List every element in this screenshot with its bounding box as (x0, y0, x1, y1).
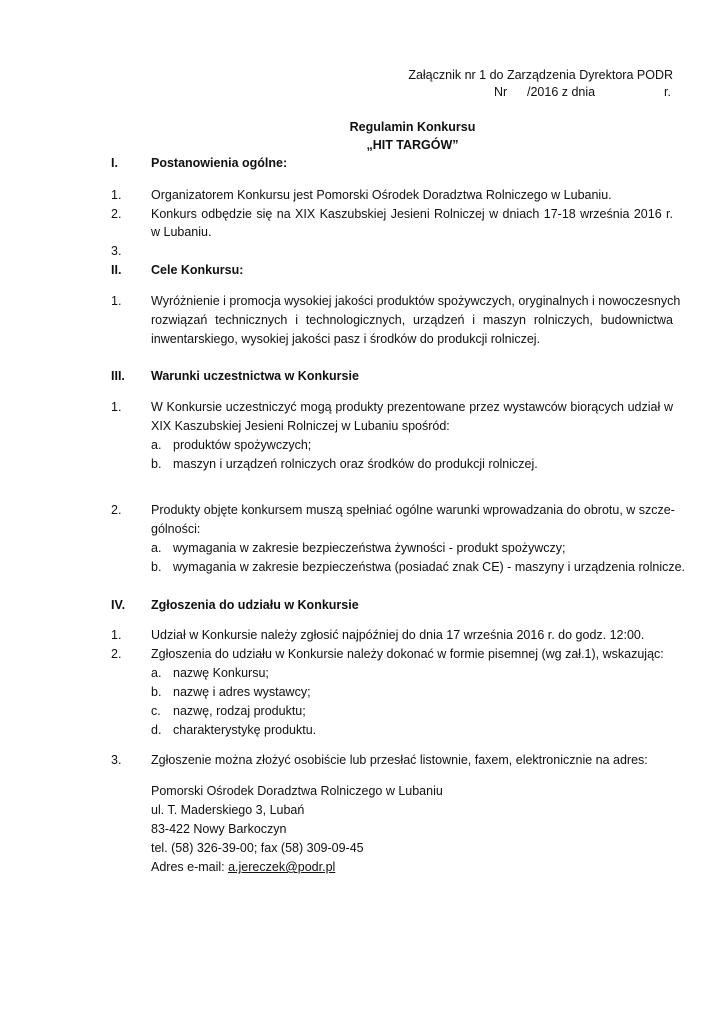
s1-item-1-number: 1. (111, 188, 122, 202)
address-phone-fax: tel. (58) 326-39-00; fax (58) 309-09-45 (151, 841, 364, 855)
s3-item-2-sub-b-text: wymagania w zakresie bezpieczeństwa (posiadać znak CE) - maszyny i urządzenia rolnicze. (173, 560, 686, 574)
s3-item-1-sub-a-letter: a. (151, 438, 162, 452)
section-2-heading: Cele Konkursu: (151, 263, 244, 277)
s3-item-1-line1: W Konkursie uczestniczyć mogą produkty prezentowane przez wystawców biorących udział w (151, 400, 673, 414)
s2-item-1-line2: rozwiązań technicznych i technologicznych, urządzeń i maszyn rolniczych, budownictwa (151, 313, 673, 327)
s2-item-1-number: 1. (111, 294, 122, 308)
s3-item-1-number: 1. (111, 400, 122, 414)
section-1-heading: Postanowienia ogólne: (151, 156, 288, 170)
s3-item-2-number: 2. (111, 503, 122, 517)
s3-item-2-sub-b-letter: b. (151, 560, 162, 574)
address-email-row (151, 859, 335, 875)
s4-item-2-sub-b-letter: b. (151, 685, 162, 699)
email-label: Adres e-mail: (151, 860, 229, 874)
s4-item-1-number: 1. (111, 628, 122, 642)
email-link[interactable]: a.jereczek@podr.pl (228, 860, 336, 874)
section-3-number: III. (111, 369, 125, 383)
s3-item-1-sub-b-letter: b. (151, 457, 162, 471)
s3-item-2-line2: gólności: (151, 522, 201, 536)
section-3-heading: Warunki uczestnictwa w Konkursie (151, 369, 359, 383)
section-2-number: II. (111, 263, 122, 277)
s4-item-2-sub-b-text: nazwę i adres wystawcy; (173, 685, 311, 699)
s3-item-2-line1: Produkty objęte konkursem muszą spełniać ogólne warunki wprowadzania do obrotu, w szcze- (151, 503, 675, 517)
s1-item-1-text: Organizatorem Konkursu jest Pomorski Ośrodek Doradztwa Rolniczego w Lubaniu. (151, 188, 612, 202)
s1-item-2-text-line2: w Lubaniu. (151, 225, 212, 239)
section-1-number: I. (111, 156, 118, 170)
s4-item-2-sub-d-letter: d. (151, 723, 162, 737)
s4-item-2-sub-a-text: nazwę Konkursu; (173, 666, 269, 680)
s2-item-1-line3: inwentarskiego, wysokiej jakości pasz i środków do produkcji rolniczej. (151, 332, 541, 346)
s2-item-1-line1: Wyróżnienie i promocja wysokiej jakości produktów spożywczych, oryginalnych i nowoczesnych (151, 294, 681, 308)
address-street: ul. T. Maderskiego 3, Lubań (151, 803, 305, 817)
s4-item-2-sub-c-text: nazwę, rodzaj produktu; (173, 704, 306, 718)
document-title: Regulamin Konkursu (349, 120, 476, 134)
attachment-note: Załącznik nr 1 do Zarządzenia Dyrektora PODR (408, 68, 673, 82)
s3-item-1-line2: XIX Kaszubskiej Jesieni Rolniczej w Lubaniu spośród: (151, 419, 450, 433)
s1-item-3-number: 3. (111, 244, 122, 258)
s4-item-3-text: Zgłoszenie można złożyć osobiście lub przesłać listownie, faxem, elektronicznie na adres: (151, 753, 648, 767)
section-4-heading: Zgłoszenia do udziału w Konkursie (151, 598, 359, 612)
s3-item-2-sub-a-letter: a. (151, 541, 162, 555)
section-4-number: IV. (111, 598, 126, 612)
s4-item-2-sub-a-letter: a. (151, 666, 162, 680)
s4-item-2-sub-d-text: charakterystykę produktu. (173, 723, 317, 737)
s4-item-2-text: Zgłoszenia do udziału w Konkursie należy dokonać w formie pisemnej (wg zał.1), wskazując: (151, 647, 664, 661)
s3-item-1-sub-b-text: maszyn i urządzeń rolniczych oraz środków do produkcji rolniczej. (173, 457, 538, 471)
s4-item-2-number: 2. (111, 647, 122, 661)
s4-item-3-number: 3. (111, 753, 122, 767)
address-postal: 83-422 Nowy Barkoczyn (151, 822, 287, 836)
s1-item-2-text-line1: Konkurs odbędzie się na XIX Kaszubskiej Jesieni Rolniczej w dniach 17-18 września 2016 r. (151, 207, 673, 221)
attachment-nr-label: Nr (494, 85, 508, 99)
s3-item-1-sub-a-text: produktów spożywczych; (173, 438, 312, 452)
s3-item-2-sub-a-text: wymagania w zakresie bezpieczeństwa żywności - produkt spożywczy; (173, 541, 566, 555)
s4-item-2-sub-c-letter: c. (151, 704, 161, 718)
contest-name: „HIT TARGÓW” (366, 138, 459, 152)
s1-item-2-number: 2. (111, 207, 122, 221)
address-org-name: Pomorski Ośrodek Doradztwa Rolniczego w Lubaniu (151, 784, 443, 798)
s4-item-1-text: Udział w Konkursie należy zgłosić najpóźniej do dnia 17 września 2016 r. do godz. 12:00. (151, 628, 645, 642)
attachment-year: /2016 z dnia (527, 85, 596, 99)
attachment-r: r. (664, 85, 671, 99)
